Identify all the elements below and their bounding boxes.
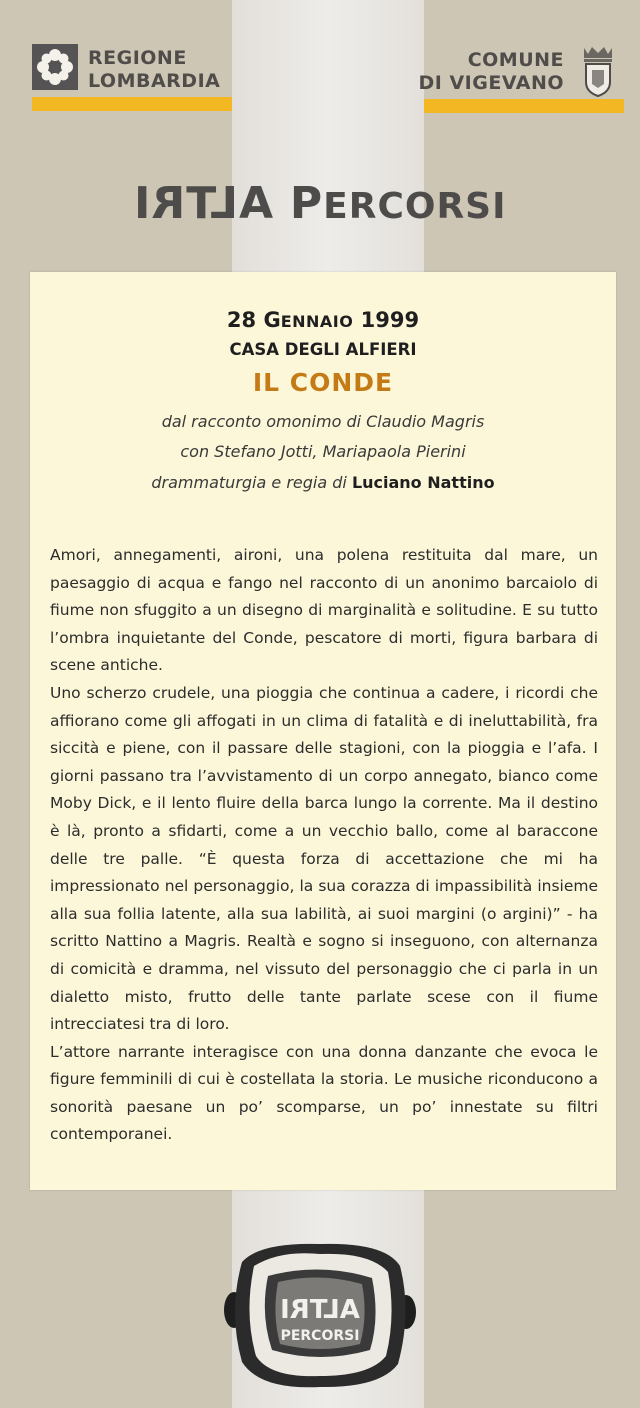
credit-direction-prefix: drammaturgia e regia di (151, 473, 347, 492)
title-rest: ERCORSI (323, 186, 507, 227)
description-paragraph: Uno scherzo crudele, una pioggia che continua a cadere, i ricordi che affiorano come gli affogati in un clima di fatalità e di ineluttabilità, fra siccità e piene, con il passare delle stagioni, con la pioggia e l’afa. I giorni passano tra l’avvistamento di un corpo annegato, bianco come Moby Dick, e il lento fluire della barca lungo la corrente. Ma il destino è là, pronto a sfidarti, come a un vecchio ballo, come al baraccone delle tre palle. “È questa forza di accettazione che mi ha impressionato nel personaggio, la sua corazza di impassibilità insieme alla sua follia latente, alla sua labilità, ai suoi margini (o argini)” - ha scritto Nattino a Magris. Realtà e sogno si inseguono, con alternanza di comicità e dramma, nel vissuto del personaggio che ci parla in un dialetto misto, frutto delle tante parlate scese con il fiume intrecciatesi tra di loro. (50, 683, 598, 1034)
description-paragraph: L’attore narrante interagisce con una donna danzante che evoca le figure femminili di cui è costellata la storia. Le musiche riconducono a sonorità paesane un po’ scomparse, un po’ innestate su filtri contemporanei. (50, 1042, 598, 1144)
credit-cast: con Stefano Jotti, Mariapaola Pierini (180, 442, 466, 461)
event-venue: CASA DEGLI ALFIERI (229, 340, 417, 359)
bottom-logo-word1: ALTRI (280, 1295, 360, 1325)
altri-percorsi-logo (220, 1232, 420, 1397)
vigevano-crest-icon (578, 44, 618, 98)
logo-left-line2: LOMBARDIA (88, 70, 221, 92)
page-title (0, 178, 640, 229)
accent-bar-right (424, 99, 624, 113)
logo-right-line2: DI VIGEVANO (418, 72, 564, 94)
date-day: 28 (226, 308, 257, 332)
event-card (30, 272, 616, 1190)
description-paragraph: Amori, annegamenti, aironi, una polena restituita dal mare, un paesaggio di acqua e fango nel racconto di un anonimo barcaiolo di fiume non sfuggito a un disegno di marginalità e solitudine. E su tutto l’ombra inquietante del Conde, pescatore di morti, figura barbara di scene antiche. (50, 546, 598, 675)
bottom-logo-word2: PERCORSI (280, 1328, 360, 1344)
accent-bar-left (32, 97, 232, 111)
date-month-rest: ENNAIO (280, 312, 354, 331)
description (50, 542, 598, 1149)
credit-direction (30, 473, 616, 492)
director-name: Luciano Nattino (351, 473, 495, 492)
title-word-altri: ALTRI (133, 178, 274, 229)
date-year: 1999 (360, 308, 420, 332)
lombardy-rose-icon (32, 44, 78, 90)
credit-source: dal racconto omonimo di Claudio Magris (161, 412, 485, 431)
date-month-initial: G (263, 308, 281, 332)
show-title: IL CONDE (252, 368, 394, 397)
event-date (30, 308, 616, 332)
logo-left-line1: REGIONE (88, 47, 187, 69)
title-initial: P (289, 178, 324, 229)
logo-right-line1: COMUNE (467, 49, 564, 71)
